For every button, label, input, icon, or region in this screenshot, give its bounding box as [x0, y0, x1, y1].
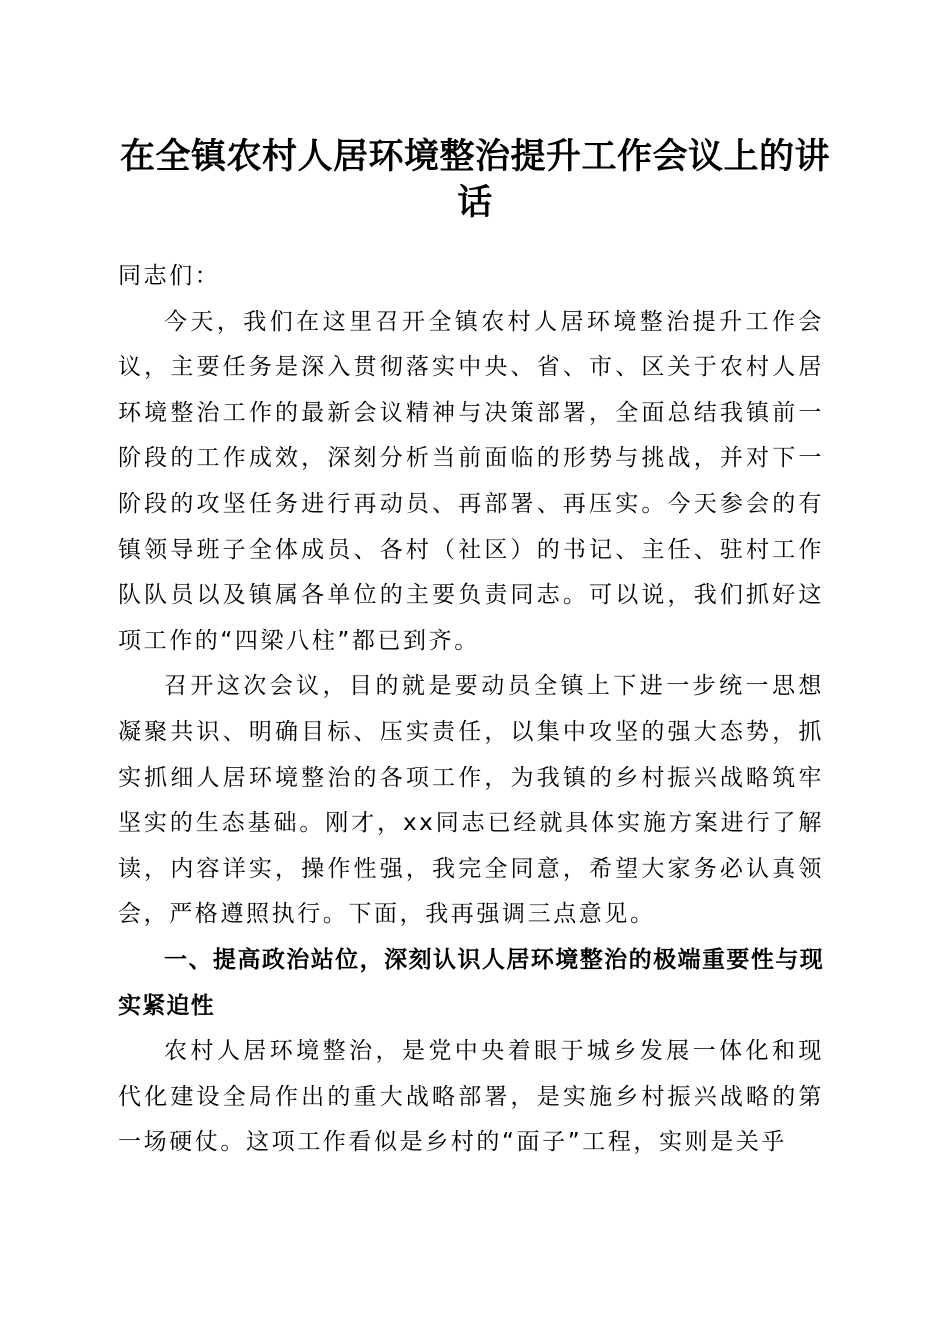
section-heading-1: 一、提高政治站位，深刻认识人居环境整治的极端重要性与现实紧迫性 [118, 946, 824, 1019]
paragraph-purpose: 召开这次会议，目的就是要动员全镇上下进一步统一思想凝聚共识、明确目标、压实责任，以集中攻坚的强大态势，抓实抓细人居环境整治的各项工作，为我镇的乡村振兴战略筑牢坚实的生态基础。刚才，xx同志已经就具体实施方案进行了解读，内容详实，操作性强，我完全同意，希望大家务必认真领会，严格遵照执行。下面，我再强调三点意见。 [118, 673, 824, 928]
paragraph-section-1: 农村人居环境整治，是党中央着眼于城乡发展一体化和现代化建设全局作出的重大战略部署，是实施乡村振兴战略的第一场硬仗。这项工作看似是乡村的“面子”工程，实则是关乎 [118, 1038, 824, 1156]
document-title: 在全镇农村人居环境整治提升工作会议上的讲话 [119, 136, 830, 223]
paragraph-opening: 今天，我们在这里召开全镇农村人居环境整治提升工作会议，主要任务是深入贯彻落实中央、省、市、区关于农村人居环境整治工作的最新会议精神与决策部署，全面总结我镇前一阶段的工作成效，深刻分析当前面临的形势与挑战，并对下一阶段的攻坚任务进行再动员、再部署、再压实。今天参会的有镇领导班子全体成员、各村（社区）的书记、主任、驻村工作队队员以及镇属各单位的主要负责同志。可以说，我们抓好这项工作的“四梁八柱”都已到齐。 [118, 308, 824, 654]
document-body [118, 254, 824, 1166]
salutation: 同志们： [118, 263, 221, 289]
